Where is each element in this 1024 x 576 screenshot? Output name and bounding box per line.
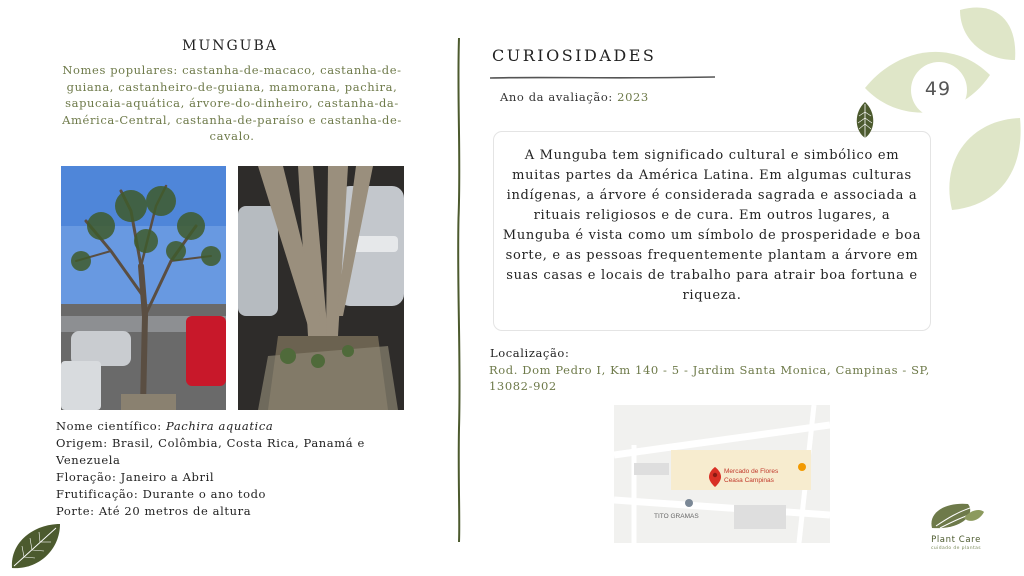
scientific-name-row xyxy=(56,418,416,435)
species-facts xyxy=(56,418,416,520)
map-place-label-1: Mercado de Flores xyxy=(724,468,779,475)
evaluation-year-value: 2023 xyxy=(617,90,649,104)
evaluation-year xyxy=(500,90,649,104)
tree-trunk-photo xyxy=(238,166,404,410)
scientific-name-label: Nome científico: xyxy=(56,419,162,433)
size-row: Porte: Até 20 metros de altura xyxy=(56,504,252,518)
curiosities-text: A Munguba tem significado cultural e simbólico em muitas partes da América Latina. Em algumas culturas indígenas, a árvore é considerada sagrada e associada a rituais religiosos e de cura. Em outros lugares, a Munguba é vista como um símbolo de prosperidade e boa sorte, e as pessoas frequentemente plantam a árvore em suas casas e locais de trabalho para atrair boa fortuna e riqueza. xyxy=(502,148,922,303)
brand-name: Plant Care xyxy=(931,535,981,545)
map-poi-label: TITO GRAMAS xyxy=(654,513,699,520)
map-place-label-2: Ceasa Campinas xyxy=(724,477,774,484)
title-underline xyxy=(490,67,715,75)
species-title: MUNGUBA xyxy=(182,38,278,54)
evaluation-year-label: Ano da avaliação: xyxy=(500,90,613,104)
scientific-name-value: Pachira aquatica xyxy=(166,419,274,433)
poi-pin-icon xyxy=(685,499,693,507)
location-address: Rod. Dom Pedro I, Km 140 - 5 - Jardim Santa Monica, Campinas - SP, 13082-902 xyxy=(489,363,930,393)
location-label: Localização: xyxy=(490,346,570,360)
decorative-leaves xyxy=(860,0,1024,230)
flowering-row: Floração: Janeiro a Abril xyxy=(56,470,215,484)
leaf-icon xyxy=(854,100,876,140)
curiosities-title: CURIOSIDADES xyxy=(492,46,657,65)
fruiting-row: Frutificação: Durante o ano todo xyxy=(56,487,267,501)
tree-photo-full xyxy=(61,166,226,410)
page-number: 49 xyxy=(924,78,952,100)
poi-icon xyxy=(798,463,806,471)
location-map[interactable] xyxy=(614,405,830,543)
column-divider xyxy=(455,38,463,542)
leaf-icon xyxy=(8,520,62,572)
popular-names: Nomes populares: castanha-de-macaco, castanha-de-guiana, castanheiro-de-guiana, mamorana, pachira, sapucaia-aquática, árvore-do-dinheiro, castanha-da-América-Central, castanha-de-paraíso e castanha-de-cavalo. xyxy=(62,63,402,143)
brand-tagline: cuidado de plantas xyxy=(930,546,982,551)
origin-row: Origem: Brasil, Colômbia, Costa Rica, Panamá e Venezuela xyxy=(56,436,365,467)
